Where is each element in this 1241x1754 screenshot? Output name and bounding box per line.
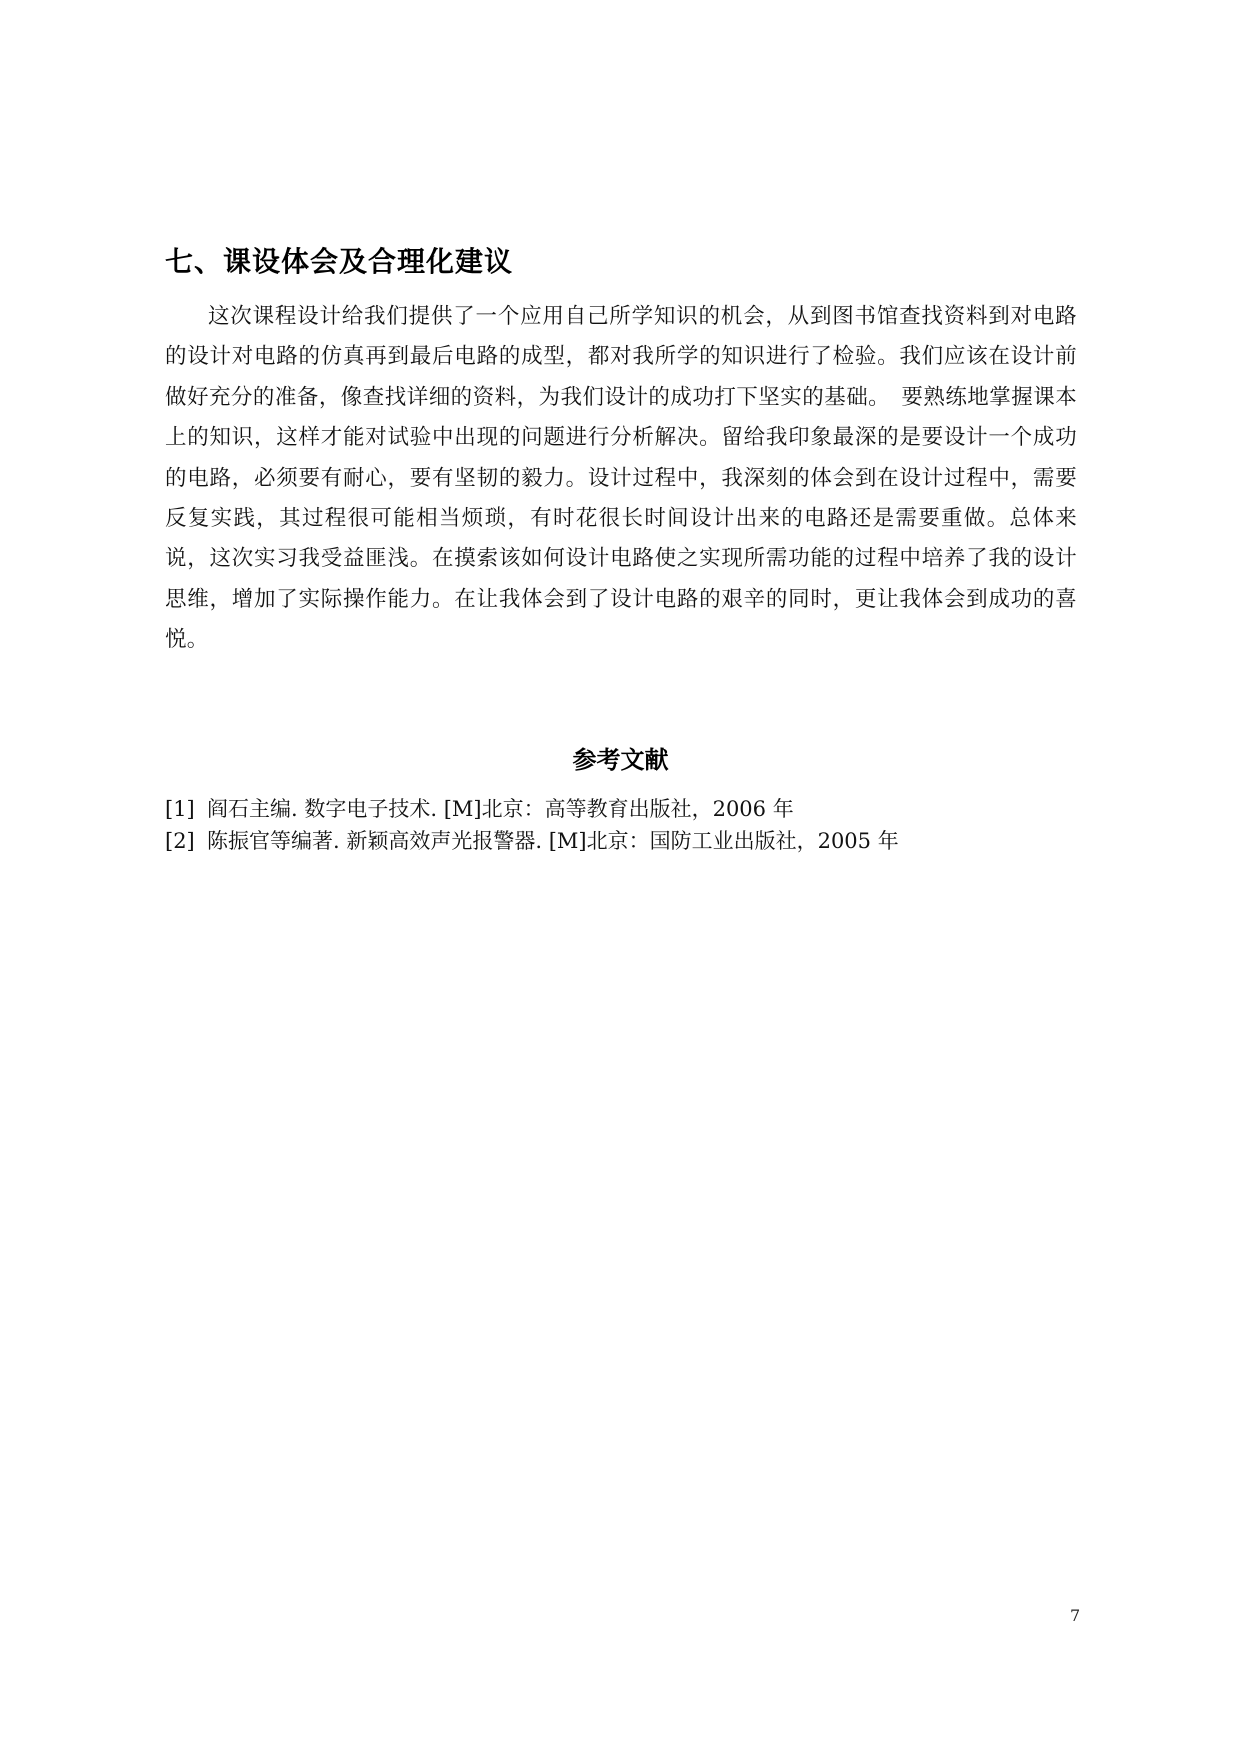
- reference-item: [165, 793, 1077, 825]
- reference-text: 阎石主编. 数字电子技术. [M]北京：高等教育出版社，2006 年: [207, 797, 794, 821]
- section-heading: 七、课设体会及合理化建议: [165, 245, 514, 278]
- reference-number: [1]: [165, 797, 195, 821]
- reference-text: 陈振官等编著. 新颖高效声光报警器. [M]北京：国防工业出版社，2005 年: [207, 829, 899, 853]
- reference-item: [165, 825, 1077, 857]
- references-list: [165, 793, 1077, 857]
- references-title: 参考文献: [572, 746, 669, 774]
- reference-number: [2]: [165, 829, 195, 853]
- section-paragraph: 这次课程设计给我们提供了一个应用自己所学知识的机会，从到图书馆查找资料到对电路的设计对电路的仿真再到最后电路的成型，都对我所学的知识进行了检验。我们应该在设计前做好充分的准备，像查找详细的资料，为我们设计的成功打下坚实的基础。 要熟练地掌握课本上的知识，这样才能对试验中出现的问题进行分析解决。留给我印象最深的是要设计一个成功的电路，必须要有耐心，要有坚韧的毅力。设计过程中，我深刻的体会到在设计过程中，需要反复实践，其过程很可能相当烦琐，有时花很长时间设计出来的电路还是需要重做。总体来说，这次实习我受益匪浅。在摸索该如何设计电路使之实现所需功能的过程中培养了我的设计思维，增加了实际操作能力。在让我体会到了设计电路的艰辛的同时，更让我体会到成功的喜悦。: [165, 304, 1077, 653]
- page-number: 7: [1070, 1606, 1081, 1625]
